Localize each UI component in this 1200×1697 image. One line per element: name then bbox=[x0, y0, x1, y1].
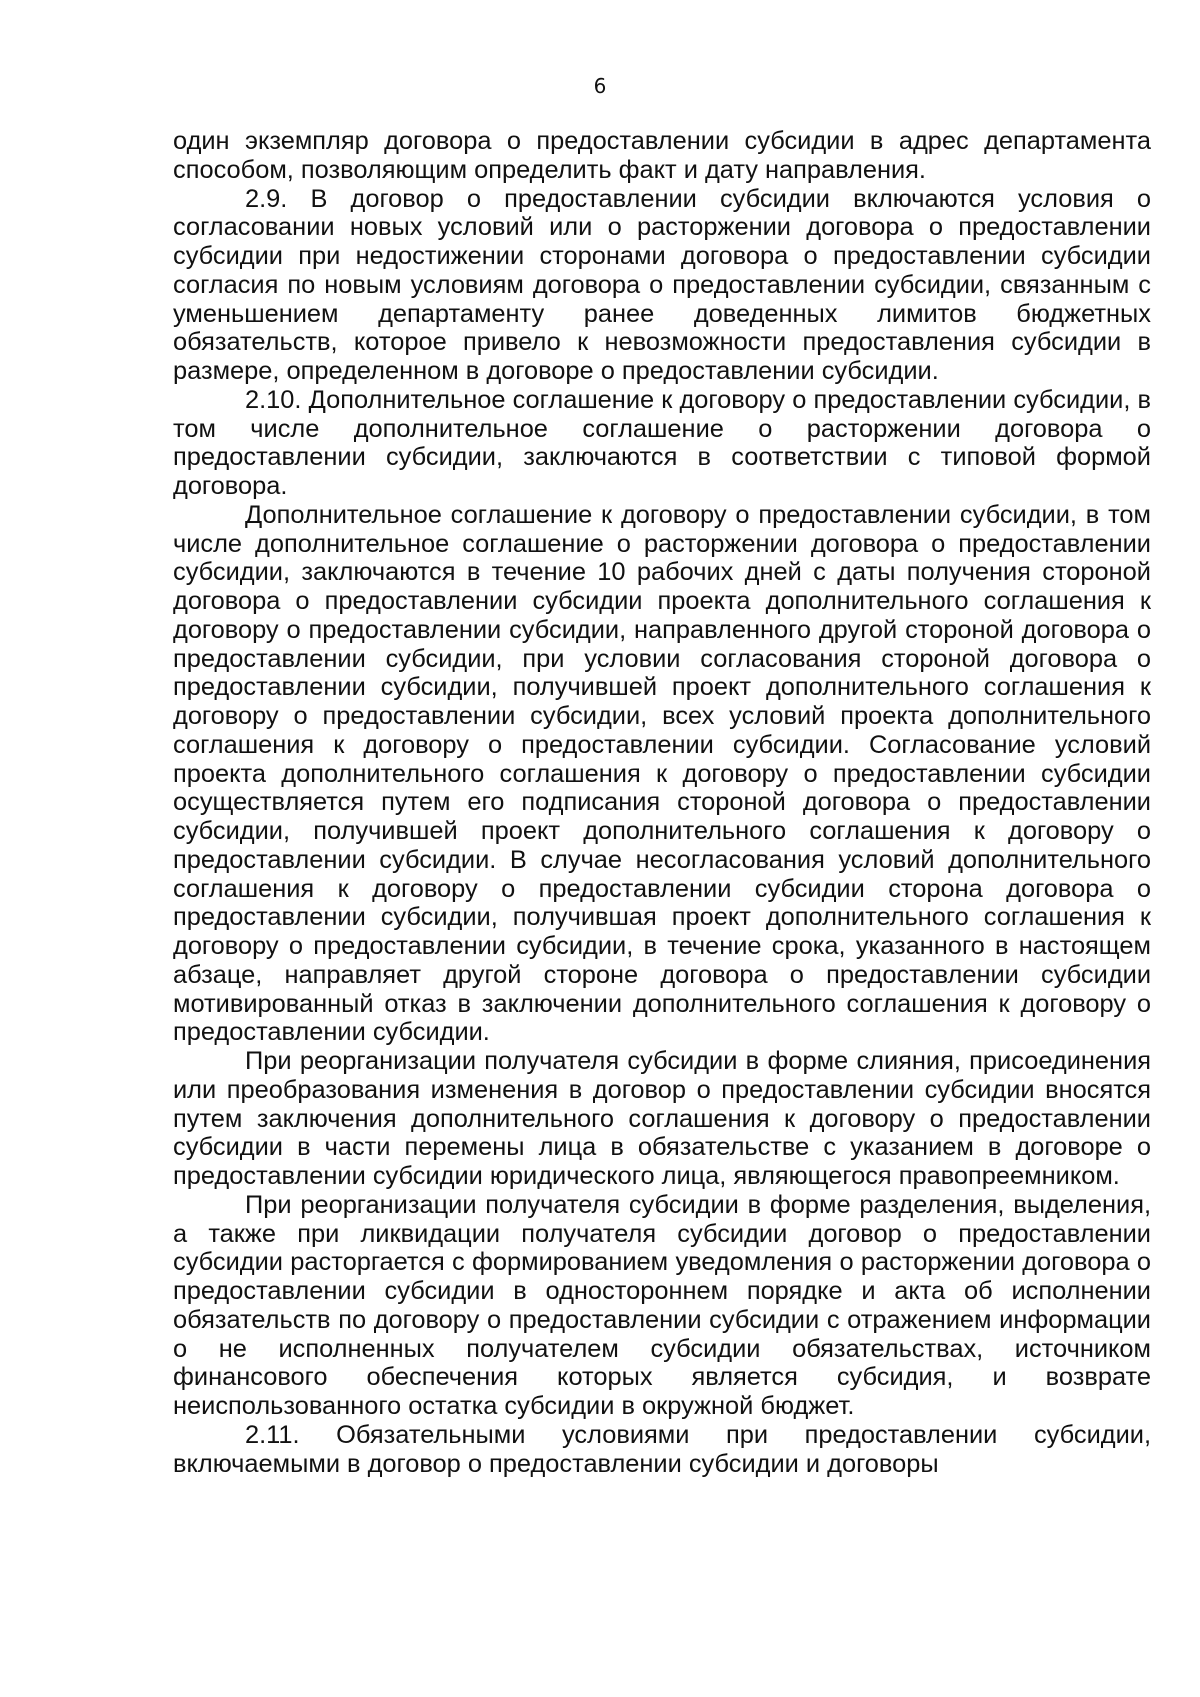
paragraph-2-11: 2.11. Обязательными условиями при предоставлении субсидии, включаемыми в договор о предоставлении субсидии и договоры bbox=[173, 1420, 1151, 1478]
paragraph-2-9: 2.9. В договор о предоставлении субсидии включаются условия о согласовании новых условий или о расторжении договора о предоставлении субсидии при недостижении сторонами договора о предоставлении субсидии согласия по новым условиям договора о предоставлении субсидии, связанным с уменьшением департаменту ранее доведенных лимитов бюджетных обязательств, которое привело к невозможности предоставления субсидии в размере, определенном в договоре о предоставлении субсидии. bbox=[173, 184, 1151, 385]
paragraph-reorganization-division: При реорганизации получателя субсидии в форме разделения, выделения, а также при ликвидации получателя субсидии договор о предоставлении субсидии расторгается с формированием уведомления о расторжении договора о предоставлении субсидии в одностороннем порядке и акта об исполнении обязательств по договору о предоставлении субсидии с отражением информации о не исполненных получателем субсидии обязательствах, источником финансового обеспечения которых является субсидия, и возврате неиспользованного остатка субсидии в окружной бюджет. bbox=[173, 1190, 1151, 1420]
paragraph-continuation: один экземпляр договора о предоставлении субсидии в адрес департамента способом, позволяющим определить факт и дату направления. bbox=[173, 127, 1151, 184]
page-number: 6 bbox=[593, 74, 607, 98]
paragraph-2-10: 2.10. Дополнительное соглашение к договору о предоставлении субсидии, в том числе дополнительное соглашение о расторжении договора о предоставлении субсидии, заключаются в соответствии с типовой формой договора. bbox=[173, 385, 1151, 500]
document-body bbox=[173, 127, 1151, 1478]
paragraph-additional-agreement-terms: Дополнительное соглашение к договору о предоставлении субсидии, в том числе дополнительное соглашение о расторжении договора о предоставлении субсидии, заключаются в течение 10 рабочих дней с даты получения стороной договора о предоставлении субсидии проекта дополнительного соглашения к договору о предоставлении субсидии, направленного другой стороной договора о предоставлении субсидии, при условии согласования стороной договора о предоставлении субсидии, получившей проект дополнительного соглашения к договору о предоставлении субсидии, всех условий проекта дополнительного соглашения к договору о предоставлении субсидии. Согласование условий проекта дополнительного соглашения к договору о предоставлении субсидии осуществляется путем его подписания стороной договора о предоставлении субсидии, получившей проект дополнительного соглашения к договору о предоставлении субсидии. В случае несогласования условий дополнительного соглашения к договору о предоставлении субсидии сторона договора о предоставлении субсидии, получившая проект дополнительного соглашения к договору о предоставлении субсидии, в течение срока, указанного в настоящем абзаце, направляет другой стороне договора о предоставлении субсидии мотивированный отказ в заключении дополнительного соглашения к договору о предоставлении субсидии. bbox=[173, 500, 1151, 1047]
paragraph-reorganization-merger: При реорганизации получателя субсидии в форме слияния, присоединения или преобразования изменения в договор о предоставлении субсидии вносятся путем заключения дополнительного соглашения к договору о предоставлении субсидии в части перемены лица в обязательстве с указанием в договоре о предоставлении субсидии юридического лица, являющегося правопреемником. bbox=[173, 1047, 1151, 1190]
